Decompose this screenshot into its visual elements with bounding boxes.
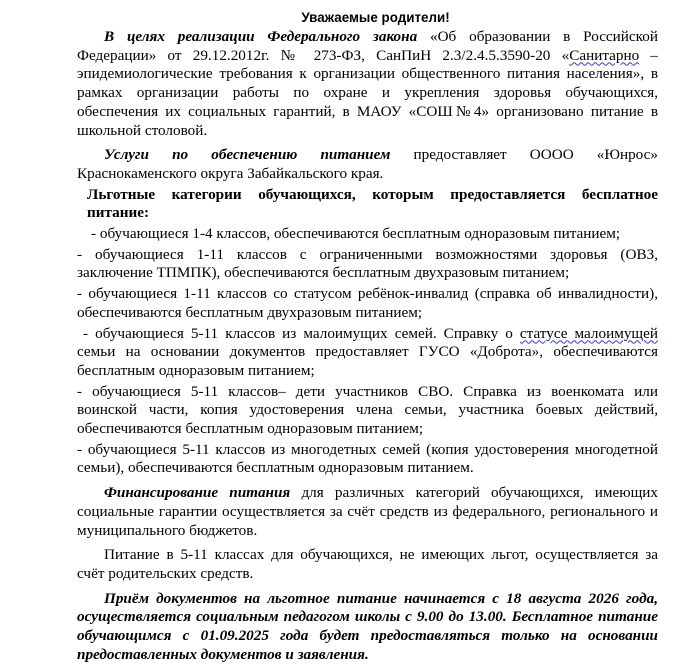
category-item-4-wavy: статусе малоимущей	[519, 324, 658, 342]
services-text: предоставляет ОООО «Юнрос» Краснокаменского округа Забайкальского края.	[77, 146, 658, 182]
categories-heading: Льготные категории обучающихся, которым предоставляется бесплатное питание:	[87, 185, 658, 222]
financing-lead: Финансирование питания	[104, 484, 291, 502]
services-lead: Услуги по обеспечению питанием	[104, 146, 391, 164]
intro-san-word: Санитарно	[569, 46, 640, 64]
intro-text-1: «Об образовании в Российской Федерации» от 29.12.2012г. № 273-ФЗ, СанПиН 2.3/2.4.5.3590-20 «	[77, 28, 658, 64]
intro-text-2: – эпидемиологические требования к организации общественного питания населения», в рамках организации работы по охране и укрепления здоровья обучающихся, обеспечения их социальных гарантий, в МАОУ «СОШ№4» организовано питание в школьной столовой.	[77, 46, 659, 139]
financing-paragraph	[77, 484, 658, 540]
document-title: Уважаемые родители!	[301, 10, 450, 25]
category-item-4	[77, 325, 658, 381]
category-item-6: - обучающиеся 5-11 классов из многодетных семей (копия удостоверения многодетной семьи), обеспечиваются бесплатным одноразовым питанием.	[77, 440, 658, 477]
category-item-1: - обучающиеся 1-4 классов, обеспечиваются бесплатным одноразовым питанием;	[91, 225, 621, 243]
intro-lead: В целях реализации Федерального закона	[104, 28, 418, 45]
paid-paragraph: Питание в 5-11 классах для обучающихся, не имеющих льгот, осуществляется за счёт родительских средств.	[77, 546, 658, 582]
closing-paragraph: Приём документов на льготное питание начинается с 18 августа 2026 года, осуществляется социальным педагогом школы с 9.00 до 13.00. Бесплатное питание обучающимся с 01.09.2025 года будет предоставляться только на основании предоставленных документов и заявления.	[77, 589, 658, 663]
intro-paragraph	[77, 28, 658, 140]
category-item-3: - обучающиеся 1-11 классов со статусом ребёнок-инвалид (справка об инвалидности), обеспечиваются бесплатным двухразовым питанием;	[77, 285, 658, 321]
category-item-5: - обучающиеся 5-11 классов– дети участников СВО. Справка из военкомата или воинской части, копия удостоверения члена семьи, участника боевых действий, обеспечиваются бесплатным одноразовым питанием;	[77, 382, 658, 438]
services-paragraph	[77, 146, 658, 183]
category-item-4-text-a: - обучающиеся 5-11 классов из малоимущих семей. Справку о	[83, 324, 520, 342]
categories-list	[77, 225, 658, 478]
category-item-4-text-b: семьи на основании документов предоставляет ГУСО «Доброта», обеспечиваются бесплатным одноразовым питанием;	[77, 343, 658, 379]
financing-text: для различных категорий обучающихся, имеющих социальные гарантии осуществляется за счёт средств из федерального, регионального и муниципального бюджетов.	[77, 484, 658, 539]
category-item-2: - обучающиеся 1-11 классов с ограниченными возможностями здоровья (ОВЗ, заключение ТПМПК), обеспечиваются бесплатным двухразовым питанием;	[77, 245, 658, 282]
